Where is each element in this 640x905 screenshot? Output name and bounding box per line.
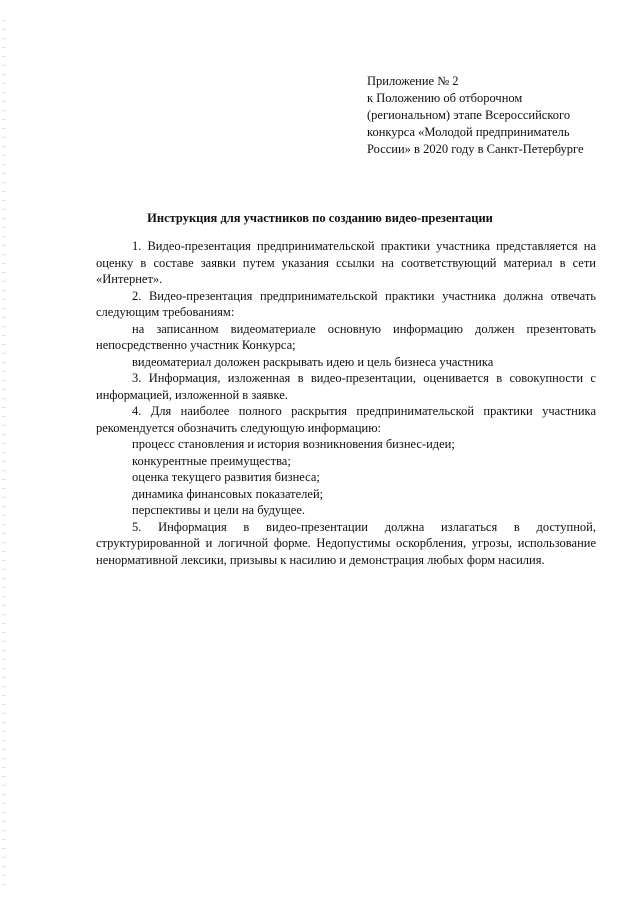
info-item: конкурентные преимущества; [132,453,291,468]
appendix-line: Приложение № 2 [367,74,459,88]
paragraph-2: 2. Видео-презентация предпринимательской практики участника должна отвечать следующим требованиям: [96,288,596,319]
scan-edge-artifact [2,20,5,890]
info-item: процесс становления и история возникновения бизнес-идеи; [132,437,455,451]
paragraph-3: 3. Информация, изложенная в видео-презентации, оценивается в совокупности с информацией, изложенной в заявке. [96,371,596,402]
appendix-header [367,73,617,158]
appendix-line: России» в 2020 году в Санкт-Петербурге [367,142,584,156]
requirement-item: видеоматериал доложен раскрывать идею и цель бизнеса участника [132,354,494,369]
document-title: Инструкция для участников по созданию видео-презентации [147,211,493,225]
paragraph-1: 1. Видео-презентация предпринимательской практики участника представляется на оценку в составе заявки путем указания ссылки на соответствующий материал в сети «Интернет». [96,239,596,286]
paragraph-4: 4. Для наиболее полного раскрытия предпринимательской практики участника рекомендуется обозначить следующую информацию: [96,404,596,435]
paragraph-5: 5. Информация в видео-презентации должна излагаться в доступной, структурированной и логичной форме. Недопустимы оскорбления, угрозы, использование ненормативной лексики, призывы к насилию и демонстрация любых форм насилия. [96,519,596,567]
info-item: перспективы и цели на будущее. [132,503,306,517]
appendix-line: к Положению об отборочном [367,91,523,105]
info-item: оценка текущего развития бизнеса; [132,470,320,484]
document-body [96,238,596,568]
appendix-line: конкурса «Молодой предприниматель [367,125,570,139]
requirement-item: на записанном видеоматериале основную информацию должен презентовать непосредственно участник Конкурса; [96,321,596,352]
info-item: динамика финансовых показателей; [132,486,324,501]
appendix-line: (региональном) этапе Всероссийского [367,108,571,122]
